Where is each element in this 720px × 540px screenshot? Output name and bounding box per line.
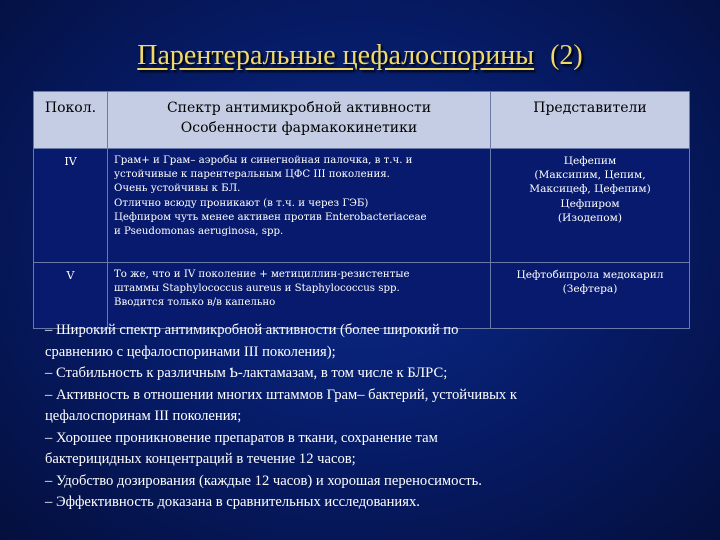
spectrum-line: и Pseudomonas aeruginosa, spp.	[114, 226, 284, 238]
spectrum-line: Цефпиром чуть менее активен против Enterobacteriaceae	[114, 211, 427, 223]
cephalosporin-table	[33, 91, 690, 329]
header-representatives: Представители	[491, 92, 690, 149]
representative-line: Цефтобипрола медокарил	[516, 269, 664, 281]
list-item: – Хорошее проникновение препаратов в ткани, сохранение там	[45, 429, 438, 446]
representatives-cell	[491, 263, 690, 329]
spectrum-line: Грам+ и Грам– аэробы и синегнойная палочка, в т.ч. и	[114, 155, 413, 166]
list-item: сравнению с цефалоспоринами III поколения);	[45, 343, 336, 360]
header-spectrum-line1: Спектр антимикробной активности	[166, 100, 432, 116]
spectrum-line: устойчивые к парентеральным ЦФС III поколения.	[114, 169, 390, 181]
list-item: бактерицидных концентраций в течение 12 часов;	[45, 451, 356, 467]
representative-line: Цефпиром	[560, 197, 620, 210]
table-row	[34, 263, 690, 329]
list-item: – Эффективность доказана в сравнительных исследованиях.	[45, 494, 420, 510]
spectrum-line: Отлично всюду проникают (в т.ч. и через ГЭБ)	[114, 197, 369, 209]
header-spectrum-line2: Особенности фармакокинетики	[180, 120, 418, 136]
header-generation: Покол.	[34, 92, 108, 149]
title-number: (2)	[550, 40, 583, 71]
representative-line: Цефепим	[563, 155, 617, 167]
representative-line: (Максипим, Цепим,	[534, 169, 646, 182]
representative-line: Максицеф, Цефепим)	[529, 183, 651, 196]
list-item: – Стабильность к различным Ƅ-лактамазам, в том числе к БЛРС;	[45, 365, 448, 381]
spectrum-line: Очень устойчивы к БЛ.	[114, 183, 241, 195]
spectrum-line: То же, что и IV поколение + метициллин-резистентые	[114, 269, 410, 280]
list-item: – Удобство дозирования (каждые 12 часов) и хорошая переносимость.	[45, 472, 482, 489]
table-row	[34, 149, 690, 263]
slide-title	[0, 40, 720, 72]
spectrum-line: штаммы Staphylococcus aureus и Staphylococcus spp.	[114, 283, 400, 295]
representatives-cell	[491, 149, 690, 263]
title-text: Парентеральные цефалоспорины	[137, 40, 535, 71]
header-spectrum	[108, 92, 491, 149]
list-item: цефалоспоринам III поколения;	[45, 408, 242, 424]
list-item: – Активность в отношении многих штаммов Грам– бактерий, устойчивых к	[45, 386, 517, 403]
table-header-row	[34, 92, 690, 149]
representative-line: (Изодепом)	[557, 211, 623, 224]
spectrum-cell	[108, 149, 491, 263]
generation-cell: IV	[34, 149, 108, 263]
representative-line: (Зефтера)	[562, 283, 618, 296]
list-item: – Широкий спектр антимикробной активности (более широкий по	[45, 322, 459, 338]
spectrum-line: Вводится только в/в капельно	[114, 297, 276, 309]
generation-cell: V	[34, 263, 108, 329]
advantages-list	[45, 320, 685, 514]
spectrum-cell	[108, 263, 491, 329]
